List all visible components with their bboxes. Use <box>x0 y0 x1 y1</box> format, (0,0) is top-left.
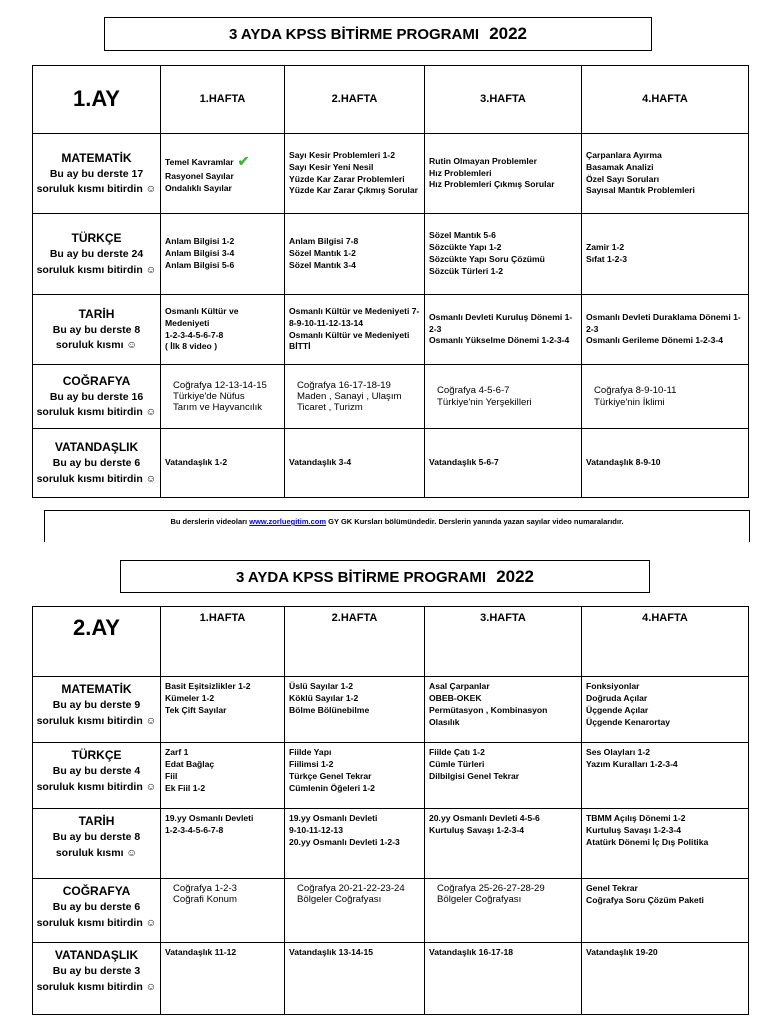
topic-line: Fiil <box>165 770 178 781</box>
topic-line: Osmanlı Devleti Kuruluş Dönemi 1-2-3 <box>429 311 573 334</box>
topic-line: Köklü Sayılar 1-2 <box>289 692 359 703</box>
topic-line: Genel Tekrar <box>586 883 638 893</box>
subject-note: Bu ay bu derste 8 soruluk kısmı ☺ <box>52 831 141 859</box>
subject-cell <box>33 677 161 743</box>
topic-line: Coğrafya 1-2-3 <box>173 883 237 894</box>
subject-row-vatandaslik <box>33 429 749 498</box>
topic-line: Basit Eşitsizlikler 1-2 <box>165 681 251 691</box>
schedule-table-month1 <box>32 65 749 498</box>
topic-line: Anlam Bilgisi 7-8 <box>289 236 359 247</box>
topic-line: Vatandaşlık 13-14-15 <box>289 947 374 957</box>
topic-line: Hız Problemleri Çıkmış Sorular <box>429 179 555 190</box>
topic-line: Zamir 1-2 <box>586 242 625 253</box>
topic-line: Atatürk Dönemi İç Dış Politika <box>586 836 709 847</box>
topic-line: Coğrafya 25-26-27-28-29 <box>437 883 545 894</box>
topic-line: Anlam Bilgisi 3-4 <box>165 248 235 259</box>
topic-line: Kurtuluş Savaşı 1-2-3-4 <box>429 824 525 835</box>
week-cell <box>285 214 425 295</box>
week-cell <box>582 879 749 943</box>
week-cell <box>425 879 582 943</box>
week-cell <box>161 295 285 365</box>
topic-line: Çarpanlara Ayırma <box>586 149 662 160</box>
topic-line: Permütasyon , Kombinasyon Olasılık <box>429 704 548 727</box>
topic-line: Türkiye'de Nüfus <box>173 390 245 402</box>
week-cell <box>285 295 425 365</box>
topic-line: Yazım Kuralları 1-2-3-4 <box>586 758 678 769</box>
topic-line: Vatandaşlık 1-2 <box>165 457 228 468</box>
week-cell <box>425 295 582 365</box>
subject-cell <box>33 879 161 943</box>
topic-line: Zarf 1 <box>165 747 189 757</box>
topic-line: Cümle Türleri <box>429 758 485 769</box>
week-cell <box>582 743 749 809</box>
topic-line: 20.yy Osmanlı Devleti 1-2-3 <box>289 836 400 847</box>
week-cell <box>425 943 582 1015</box>
subject-cell <box>33 295 161 365</box>
topic-line: Cümlenin Öğeleri 1-2 <box>289 782 375 793</box>
week-cell <box>582 677 749 743</box>
subject-note: Bu ay bu derste 6 soruluk kısmı bitirdin ☺ <box>36 901 157 929</box>
week-cell <box>582 134 749 214</box>
topic-line: Tarım ve Hayvancılık <box>173 402 263 414</box>
topic-line: Ondalıklı Sayılar <box>165 183 232 194</box>
topic-line: Ek Fiil 1-2 <box>165 782 206 793</box>
program-year: 2022 <box>496 567 535 586</box>
website-link[interactable]: www.zorluegitim.com <box>249 517 327 526</box>
topic-line: Coğrafya 4-5-6-7 <box>437 385 510 397</box>
subject-note: Bu ay bu derste 4 soruluk kısmı bitirdin ☺ <box>36 765 157 793</box>
check-icon: ✔ <box>237 152 250 169</box>
topic-line: Temel Kavramlar <box>165 156 234 167</box>
week-cell <box>161 677 285 743</box>
topic-line: Rutin Olmayan Problemler <box>429 155 537 166</box>
week-cell <box>285 879 425 943</box>
week-cell <box>161 365 285 429</box>
week-cell <box>582 809 749 879</box>
topic-line: TBMM Açılış Dönemi 1-2 <box>586 813 686 823</box>
subject-name: VATANDAŞLIK <box>54 440 139 455</box>
topic-line: Coğrafya 20-21-22-23-24 <box>297 883 405 894</box>
topic-line: Sözcükte Yapı 1-2 <box>429 242 502 253</box>
topic-line: Osmanlı Kültür ve Medeniyeti BİTTİ <box>289 329 410 352</box>
topic-line: 20.yy Osmanlı Devleti 4-5-6 <box>429 813 540 823</box>
topic-line: Vatandaşlık 3-4 <box>289 457 352 468</box>
week-cell <box>285 429 425 498</box>
topic-line: Coğrafi Konum <box>173 894 237 906</box>
header-row <box>33 607 749 677</box>
topic-line: Edat Bağlaç <box>165 758 215 769</box>
schedule-table-month2 <box>32 606 749 1015</box>
topic-line: Fonksiyonlar <box>586 681 640 691</box>
topic-line: Sözcük Türleri 1-2 <box>429 265 504 276</box>
week-cell <box>285 809 425 879</box>
topic-line: Üçgende Kenarortay <box>586 716 671 727</box>
week-cell <box>285 677 425 743</box>
subject-note: Bu ay bu derste 3 soruluk kısmı bitirdin ☺ <box>36 965 157 993</box>
topic-line: Hız Problemleri <box>429 167 492 178</box>
topic-line: Sayısal Mantık Problemleri <box>586 185 695 196</box>
week-cell <box>582 943 749 1015</box>
topic-line: Bölgeler Coğrafyası <box>437 894 522 906</box>
topic-line: Maden , Sanayi , Ulaşım <box>297 390 402 402</box>
topic-line: Fiilde Yapı <box>289 747 332 757</box>
topic-line: Tek Çift Sayılar <box>165 704 227 715</box>
topic-line: 9-10-11-12-13 <box>289 824 343 835</box>
week-cell <box>425 677 582 743</box>
note-prefix: Bu derslerin videoları <box>170 517 248 526</box>
topic-line: Basamak Analizi <box>586 161 654 172</box>
month-label: 1.AY <box>33 66 161 134</box>
note-suffix: GY GK Kursları bölümündedir. Derslerin yanında yazan sayılar video numaralarıdır. <box>328 517 624 526</box>
week-cell <box>161 134 285 214</box>
week-cell <box>425 214 582 295</box>
video-note <box>44 510 750 542</box>
program-title: 3 AYDA KPSS BİTİRME PROGRAMI <box>228 26 480 43</box>
header-row <box>33 66 749 134</box>
week-cell <box>425 365 582 429</box>
subject-name: TARİH <box>78 814 115 828</box>
topic-line: Vatandaşlık 5-6-7 <box>429 457 499 468</box>
topic-line: Sözel Mantık 3-4 <box>289 259 356 270</box>
week-header: 2.HAFTA <box>285 66 425 134</box>
week-cell <box>161 743 285 809</box>
week-header: 1.HAFTA <box>161 66 285 134</box>
topic-line: Coğrafya Soru Çözüm Paketi <box>586 894 704 905</box>
topic-line: 1-2-3-4-5-6-7-8 <box>165 329 224 340</box>
subject-row-cografya <box>33 365 749 429</box>
topic-line: Sözel Mantık 5-6 <box>429 230 496 241</box>
topic-line: 1-2-3-4-5-6-7-8 <box>165 824 224 835</box>
subject-name: TARİH <box>78 306 115 321</box>
week-cell <box>582 365 749 429</box>
week-cell <box>285 134 425 214</box>
topic-line: Yüzde Kar Zarar Problemleri <box>289 173 405 184</box>
topic-line: Osmanlı Gerileme Dönemi 1-2-3-4 <box>586 335 724 346</box>
week-cell <box>425 429 582 498</box>
week-cell <box>161 943 285 1015</box>
topic-line: 19.yy Osmanlı Devleti <box>165 813 254 823</box>
subject-row-tarih <box>33 809 749 879</box>
topic-line: Türkiye'nin İklimi <box>594 396 665 408</box>
topic-line: Vatandaşlık 16-17-18 <box>429 947 514 957</box>
subject-cell <box>33 809 161 879</box>
topic-line: Bölme Bölünebilme <box>289 704 370 715</box>
week-header: 3.HAFTA <box>425 607 582 677</box>
topic-line: Sayı Kesir Yeni Nesil <box>289 161 374 172</box>
week-cell <box>425 743 582 809</box>
topic-line: Sıfat 1-2-3 <box>586 254 628 264</box>
week-cell <box>425 809 582 879</box>
topic-line: Ticaret , Turizm <box>297 402 363 414</box>
week-cell <box>161 809 285 879</box>
topic-line: Kümeler 1-2 <box>165 692 215 703</box>
week-cell <box>582 295 749 365</box>
title-box-month2 <box>120 560 650 593</box>
subject-row-turkce <box>33 214 749 295</box>
week-header: 4.HAFTA <box>582 607 749 677</box>
topic-line: Sözel Mantık 1-2 <box>289 248 356 259</box>
subject-cell <box>33 943 161 1015</box>
topic-line: Üçgende Açılar <box>586 704 649 715</box>
subject-name: TÜRKÇE <box>71 231 122 246</box>
topic-line: ( İlk 8 video ) <box>165 341 218 352</box>
subject-row-matematik <box>33 677 749 743</box>
subject-row-vatandaslik <box>33 943 749 1015</box>
subject-row-matematik <box>33 134 749 214</box>
week-cell <box>285 943 425 1015</box>
subject-cell <box>33 429 161 498</box>
subject-note: Bu ay bu derste 24 soruluk kısmı bitirdin ☺ <box>36 248 157 276</box>
topic-line: Ses Olayları 1-2 <box>586 747 651 757</box>
topic-line: Anlam Bilgisi 5-6 <box>165 259 235 270</box>
topic-line: Üslü Sayılar 1-2 <box>289 681 354 691</box>
week-cell <box>285 743 425 809</box>
week-cell <box>582 214 749 295</box>
topic-line: Vatandaşlık 11-12 <box>165 947 237 957</box>
subject-row-tarih <box>33 295 749 365</box>
subject-name: COĞRAFYA <box>62 884 131 898</box>
topic-line: Türkiye'nin Yerşekilleri <box>437 396 532 408</box>
subject-note: Bu ay bu derste 9 soruluk kısmı bitirdin ☺ <box>36 699 157 727</box>
topic-line: Fiilde Çatı 1-2 <box>429 747 485 757</box>
topic-line: Rasyonel Sayılar <box>165 171 234 182</box>
subject-name: TÜRKÇE <box>71 748 122 762</box>
week-cell <box>425 134 582 214</box>
subject-note: Bu ay bu derste 8 soruluk kısmı ☺ <box>52 323 141 352</box>
week-cell <box>161 214 285 295</box>
subject-cell <box>33 365 161 429</box>
topic-line: Türkçe Genel Tekrar <box>289 770 372 781</box>
topic-line: Sözcükte Yapı Soru Çözümü <box>429 254 545 264</box>
subject-name: MATEMATİK <box>61 682 132 696</box>
topic-line: Osmanlı Yükselme Dönemi 1-2-3-4 <box>429 335 570 346</box>
subject-row-turkce <box>33 743 749 809</box>
subject-cell <box>33 743 161 809</box>
week-cell <box>161 879 285 943</box>
month-label: 2.AY <box>33 607 161 677</box>
topic-line: Coğrafya 8-9-10-11 <box>594 385 677 397</box>
topic-line: Osmanlı Devleti Duraklama Dönemi 1-2-3 <box>586 311 741 334</box>
title-box-month1 <box>104 17 652 51</box>
week-header: 1.HAFTA <box>161 607 285 677</box>
topic-line: Yüzde Kar Zarar Çıkmış Sorular <box>289 185 418 196</box>
subject-note: Bu ay bu derste 16 soruluk kısmı bitirdin ☺ <box>36 390 157 419</box>
topic-line: Özel Sayı Soruları <box>586 173 660 184</box>
subject-name: VATANDAŞLIK <box>54 948 139 962</box>
topic-line: Vatandaşlık 8-9-10 <box>586 457 661 468</box>
topic-line: Coğrafya 16-17-18-19 <box>297 379 391 391</box>
subject-name: MATEMATİK <box>61 150 132 165</box>
topic-line: Kurtuluş Savaşı 1-2-3-4 <box>586 824 682 835</box>
subject-note: Bu ay bu derste 17 soruluk kısmı bitirdin ☺ <box>36 167 157 196</box>
topic-line: Vatandaşlık 19-20 <box>586 947 658 957</box>
topic-line: Sayı Kesir Problemleri 1-2 <box>289 149 396 160</box>
topic-line: Coğrafya 12-13-14-15 <box>173 379 267 391</box>
week-header: 3.HAFTA <box>425 66 582 134</box>
subject-cell <box>33 214 161 295</box>
subject-row-cografya <box>33 879 749 943</box>
subject-note: Bu ay bu derste 6 soruluk kısmı bitirdin ☺ <box>36 457 157 485</box>
subject-name: COĞRAFYA <box>62 373 131 388</box>
topic-line: Osmanlı Kültür ve Medeniyeti 7-8-9-10-11-12-13-14 <box>289 305 420 328</box>
week-header: 2.HAFTA <box>285 607 425 677</box>
topic-line: Anlam Bilgisi 1-2 <box>165 236 235 247</box>
program-year: 2022 <box>489 24 528 43</box>
topic-line: Fiilimsi 1-2 <box>289 758 334 769</box>
subject-cell <box>33 134 161 214</box>
topic-line: Dilbilgisi Genel Tekrar <box>429 770 520 781</box>
topic-line: Osmanlı Kültür ve Medeniyeti <box>165 305 239 328</box>
topic-line: 19.yy Osmanlı Devleti <box>289 813 378 823</box>
topic-line: OBEB-OKEK <box>429 692 482 703</box>
week-cell <box>161 429 285 498</box>
topic-line: Doğruda Açılar <box>586 692 648 703</box>
topic-line: Asal Çarpanlar <box>429 681 490 691</box>
topic-line: Bölgeler Coğrafyası <box>297 894 382 906</box>
program-title: 3 AYDA KPSS BİTİRME PROGRAMI <box>235 569 487 586</box>
week-cell <box>582 429 749 498</box>
week-header: 4.HAFTA <box>582 66 749 134</box>
week-cell <box>285 365 425 429</box>
